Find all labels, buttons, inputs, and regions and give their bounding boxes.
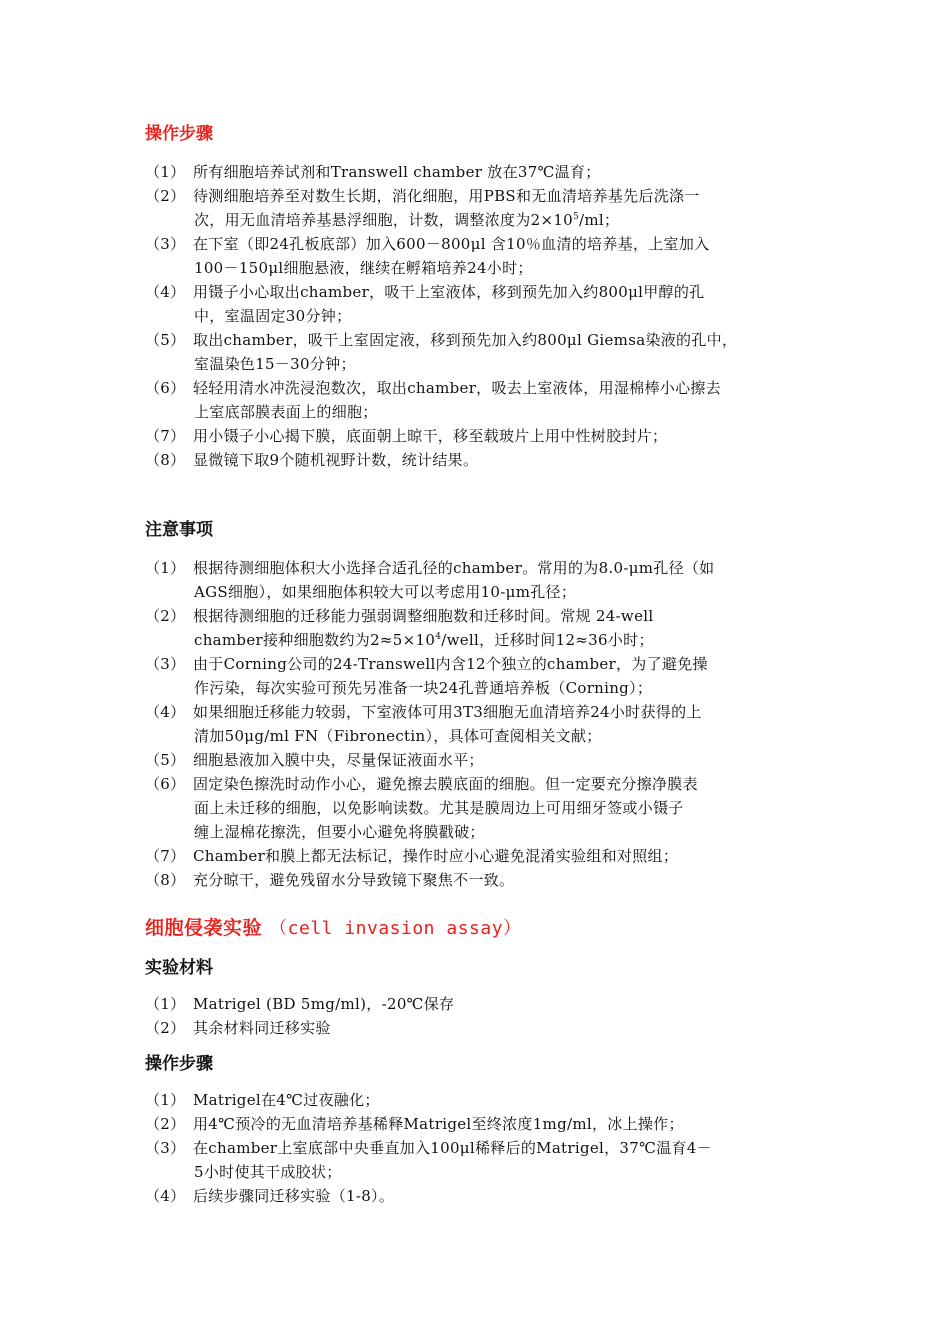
step-number: （2）: [145, 187, 186, 205]
note-2: [145, 604, 817, 652]
step-line: 所有细胞培养试剂和Transwell chamber 放在37℃温育；: [193, 163, 601, 181]
note-7: [145, 844, 817, 868]
note-line: 充分晾干，避免残留水分导致镜下聚焦不一致。: [193, 871, 515, 889]
note-number: （1）: [145, 559, 186, 577]
note-line: 清加50μg/ml FN（Fibronectin），具体可查阅相关文献；: [194, 727, 602, 745]
invasion-title-cn: 细胞侵袭实验: [145, 917, 263, 939]
step-number: （5）: [145, 331, 186, 349]
step-number: （4）: [145, 283, 186, 301]
step-7: [145, 424, 817, 448]
invasion-step-4: [145, 1184, 817, 1208]
step-3: [145, 232, 817, 280]
invasion-step-3: [145, 1136, 817, 1184]
step-line: Matrigel在4℃过夜融化；: [193, 1091, 380, 1109]
material-line: 其余材料同迁移实验: [193, 1019, 331, 1037]
step-4: [145, 280, 817, 328]
note-line: 由于Corning公司的24-Transwell内含12个独立的chamber，为了避免操: [193, 655, 708, 673]
note-number: （3）: [145, 655, 186, 673]
step-line: 室温染色15－30分钟；: [194, 355, 356, 373]
materials-heading: 实验材料: [145, 958, 213, 978]
note-number: （4）: [145, 703, 186, 721]
notes-heading: 注意事项: [145, 520, 213, 540]
note-line: 根据待测细胞体积大小选择合适孔径的chamber。常用的为8.0-μm孔径（如: [193, 559, 715, 577]
step-line: 中，室温固定30分钟；: [194, 307, 352, 325]
note-number: （7）: [145, 847, 186, 865]
note-4: [145, 700, 817, 748]
note-1: [145, 556, 817, 604]
material-number: （2）: [145, 1019, 186, 1037]
step-line: 待测细胞培养至对数生长期，消化细胞，用PBS和无血清培养基先后洗涤一: [193, 187, 700, 205]
material-1: [145, 992, 817, 1016]
note-3: [145, 652, 817, 700]
step-line: 取出chamber，吸干上室固定液，移到预先加入约800μl Giemsa染液的孔中，: [193, 331, 738, 349]
step-line: 用4℃预冷的无血清培养基稀释Matrigel至终浓度1mg/ml，冰上操作；: [193, 1115, 684, 1133]
note-number: （6）: [145, 775, 186, 793]
step-number: （1）: [145, 1091, 186, 1109]
step-8: [145, 448, 817, 472]
note-line: 作污染，每次实验可预先另准备一块24孔普通培养板（Corning）；: [194, 679, 653, 697]
step-line: 次，用无血清培养基悬浮细胞，计数，调整浓度为$2\times 10^5/ml$；: [194, 211, 620, 229]
step-line: 100－150μl细胞悬液，继续在孵箱培养24小时；: [194, 259, 533, 277]
material-number: （1）: [145, 995, 186, 1013]
step-line: 在chamber上室底部中央垂直加入100μl稀释后的Matrigel，37℃温育4－: [193, 1139, 712, 1157]
step-line: 用小镊子小心揭下膜，底面朝上晾干，移至载玻片上用中性树胶封片；: [193, 427, 668, 445]
note-line: 根据待测细胞的迁移能力强弱调整细胞数和迁移时间。常规 24-well: [193, 607, 654, 625]
step-line: 在下室（即24孔板底部）加入600－800μl 含10％血清的培养基，上室加入: [193, 235, 710, 253]
note-line: 固定染色擦洗时动作小心，避免擦去膜底面的细胞。但一定要充分擦净膜表: [193, 775, 698, 793]
material-2: [145, 1016, 817, 1040]
superscript: 4: [435, 632, 442, 642]
step-6: [145, 376, 817, 424]
step-number: （7）: [145, 427, 186, 445]
step-line: 5小时使其干成胶状；: [194, 1163, 342, 1181]
steps2-heading: 操作步骤: [145, 1054, 213, 1074]
step-line: 轻轻用清水冲洗浸泡数次，取出chamber，吸去上室液体，用湿棉棒小心擦去: [193, 379, 721, 397]
step-number: （6）: [145, 379, 186, 397]
step-line: 用镊子小心取出chamber，吸干上室液体，移到预先加入约800μl甲醇的孔: [193, 283, 705, 301]
step-number: （3）: [145, 235, 186, 253]
note-line: 如果细胞迁移能力较弱，下室液体可用3T3细胞无血清培养24小时获得的上: [193, 703, 702, 721]
step-line: 上室底部膜表面上的细胞；: [194, 403, 378, 421]
step-number: （3）: [145, 1139, 186, 1157]
note-5: [145, 748, 817, 772]
note-number: （5）: [145, 751, 186, 769]
step-line: 显微镜下取9个随机视野计数，统计结果。: [193, 451, 479, 469]
material-line: Matrigel (BD 5mg/ml)，-20℃保存: [193, 995, 455, 1013]
note-number: （2）: [145, 607, 186, 625]
invasion-title-en: （cell invasion assay）: [269, 918, 522, 939]
note-line: 面上未迁移的细胞，以免影响读数。尤其是膜周边上可用细牙签或小镊子: [194, 799, 684, 817]
invasion-step-1: [145, 1088, 817, 1112]
step-1: [145, 160, 817, 184]
step-2: [145, 184, 817, 232]
note-line: chamber接种细胞数约为$2\approx 5\times 10^4$/well，迁移时间12≈36小时；: [194, 631, 654, 649]
superscript: 5: [573, 212, 580, 222]
note-line: Chamber和膜上都无法标记，操作时应小心避免混淆实验组和对照组；: [193, 847, 679, 865]
step-number: （1）: [145, 163, 186, 181]
note-line: AGS细胞），如果细胞体积较大可以考虑用10-μm孔径；: [194, 583, 577, 601]
note-number: （8）: [145, 871, 186, 889]
invasion-step-2: [145, 1112, 817, 1136]
note-line: 缠上湿棉花擦洗，但要小心避免将膜戳破；: [194, 823, 485, 841]
step-5: [145, 328, 817, 376]
step-number: （2）: [145, 1115, 186, 1133]
step-number: （4）: [145, 1187, 186, 1205]
note-line: 细胞悬液加入膜中央，尽量保证液面水平；: [193, 751, 484, 769]
note-6: [145, 772, 817, 844]
step-number: （8）: [145, 451, 186, 469]
invasion-heading: [145, 916, 522, 941]
steps-heading: 操作步骤: [145, 124, 213, 144]
note-8: [145, 868, 817, 892]
step-line: 后续步骤同迁移实验（1-8）。: [193, 1187, 395, 1205]
